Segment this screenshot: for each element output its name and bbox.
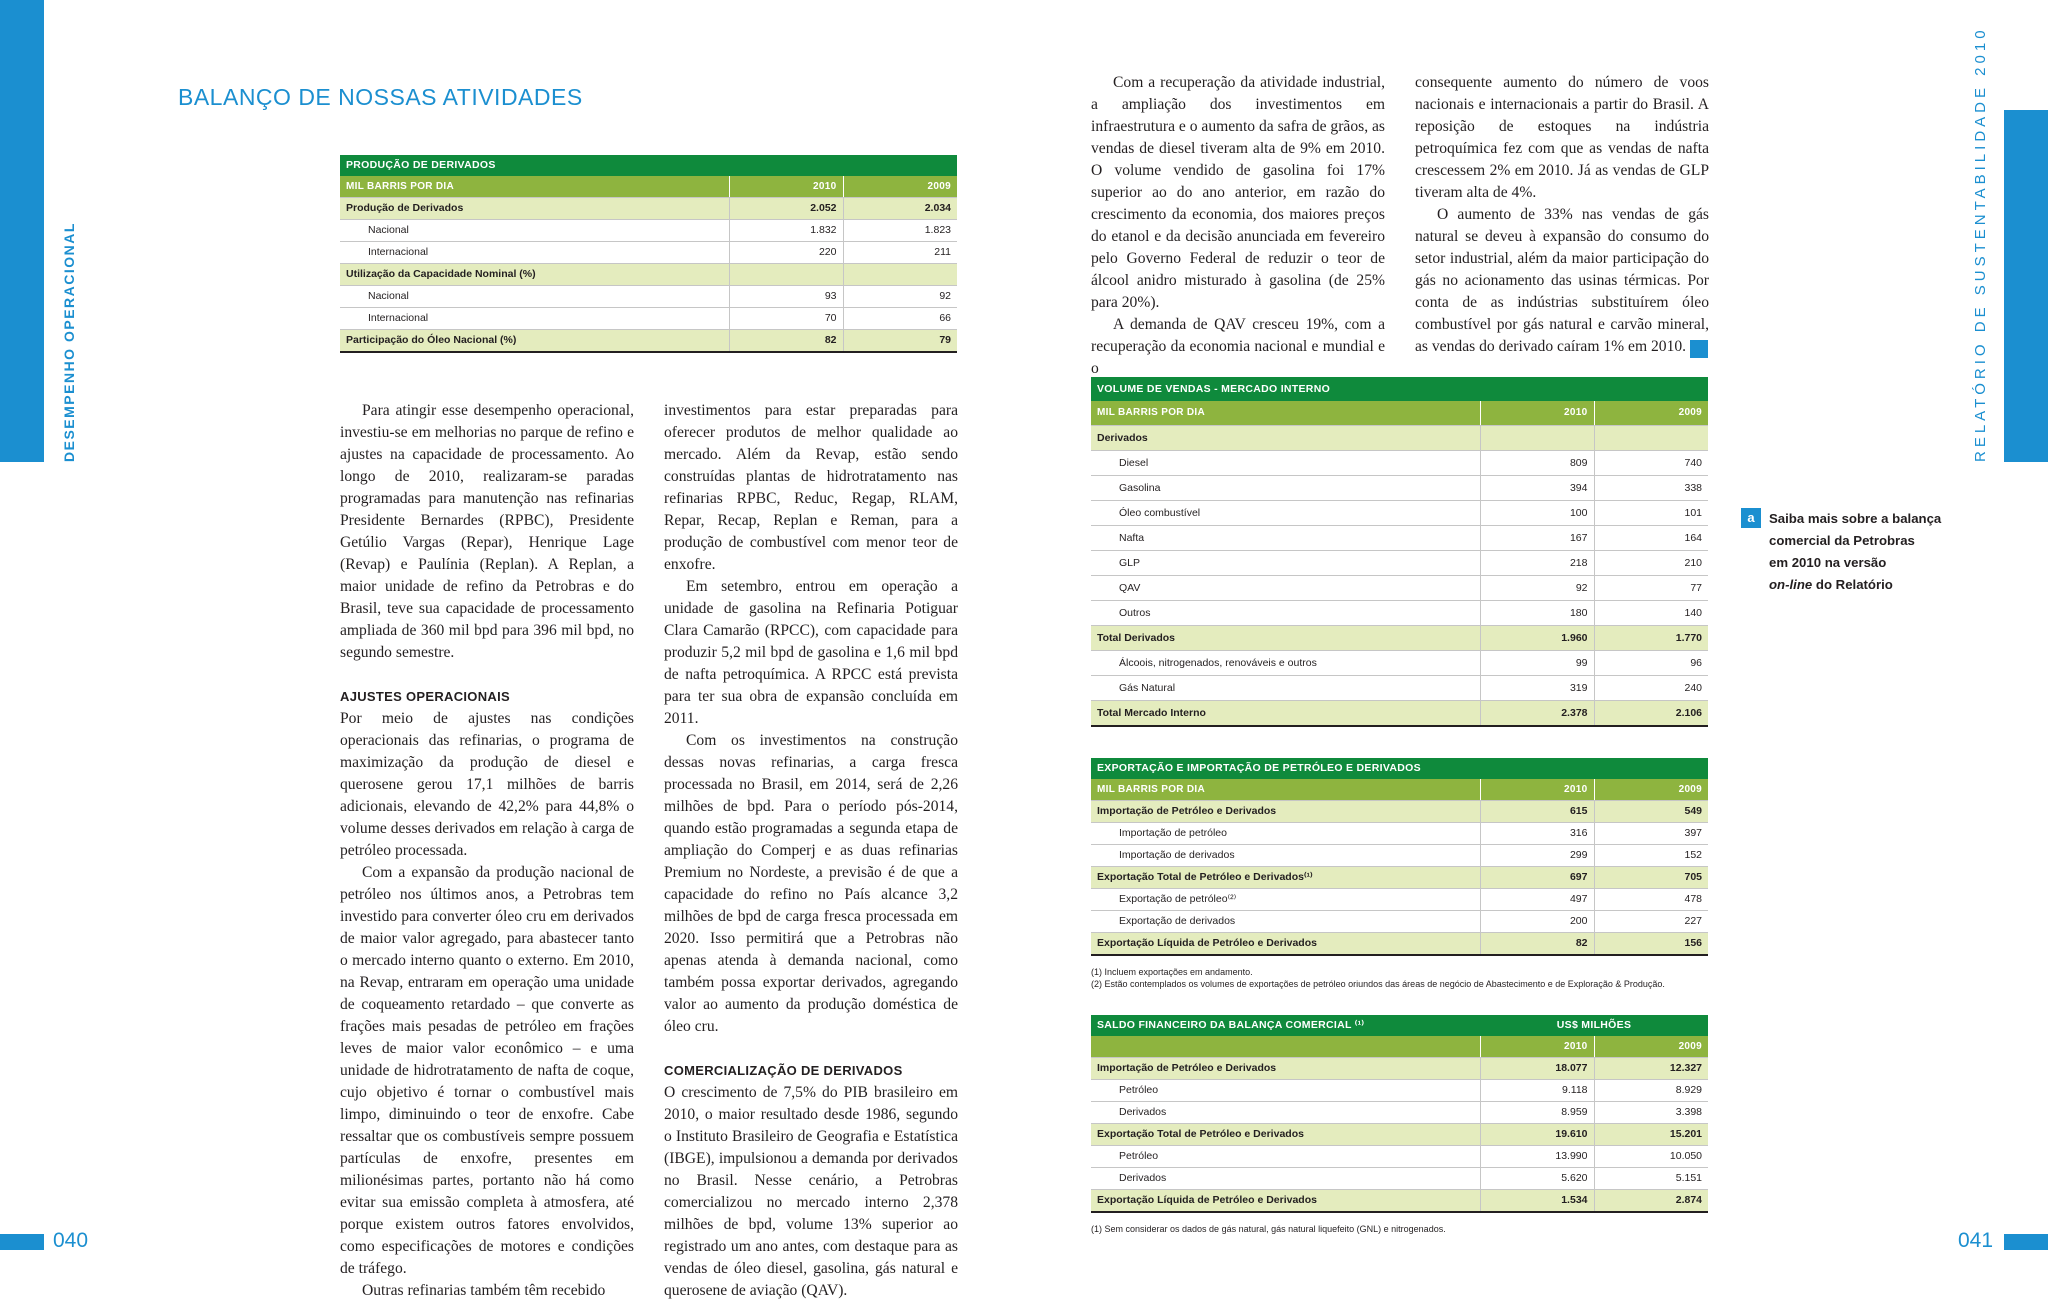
- value-2010: 167: [1480, 526, 1594, 551]
- paragraph: [1415, 204, 1720, 358]
- table-note: (2) Estão contemplados os volumes de exportações de petróleo oriundos das áreas de negócio de Abastecimento e de Exploração & Produção.: [1091, 979, 1665, 989]
- table-row: [1091, 551, 1708, 576]
- value-2009: 549: [1594, 801, 1708, 823]
- table-title-row: [340, 155, 957, 176]
- column-header: 2009: [843, 176, 957, 198]
- table-header-row: [1091, 401, 1708, 426]
- row-label: Derivados: [1091, 1102, 1480, 1124]
- row-label: Petróleo: [1091, 1080, 1480, 1102]
- sidebar-line: Saiba mais sobre a balança: [1769, 511, 1942, 526]
- value-2009: 2.034: [843, 198, 957, 220]
- column-header: [1091, 1036, 1480, 1058]
- table-row: [340, 220, 957, 242]
- value-2009: 79: [843, 330, 957, 353]
- value-2010: 299: [1480, 845, 1594, 867]
- page-number-right: 041: [1958, 1229, 1994, 1252]
- section-vertical-label: DESEMPENHO OPERACIONAL: [61, 222, 77, 462]
- table-row: [1091, 1058, 1708, 1080]
- value-2010: 316: [1480, 823, 1594, 845]
- row-label: Total Mercado Interno: [1091, 701, 1480, 727]
- value-2009: 210: [1594, 551, 1708, 576]
- value-2009: 164: [1594, 526, 1708, 551]
- page-number-left: 040: [53, 1229, 89, 1252]
- row-label: Internacional: [340, 308, 729, 330]
- table-row: [1091, 845, 1708, 867]
- value-2010: 19.610: [1480, 1124, 1594, 1146]
- table-row: [1091, 1080, 1708, 1102]
- table-row: [1091, 426, 1708, 451]
- row-label: Derivados: [1091, 1168, 1480, 1190]
- table-row: [1091, 823, 1708, 845]
- value-2009: 1.770: [1594, 626, 1708, 651]
- value-2010: 70: [729, 308, 843, 330]
- value-2009: 1.823: [843, 220, 957, 242]
- row-label: Petróleo: [1091, 1146, 1480, 1168]
- row-label: Diesel: [1091, 451, 1480, 476]
- table-row: [1091, 801, 1708, 823]
- text-column-1: [340, 400, 634, 1302]
- value-2009: 740: [1594, 451, 1708, 476]
- table-row: [340, 198, 957, 220]
- online-info-icon[interactable]: a: [1741, 508, 1761, 528]
- table-row: [1091, 1168, 1708, 1190]
- paragraph: Em setembro, entrou em operação a unidade de gasolina na Refinaria Potiguar Clara Camarão (RPCC), com capacidade para produzir 5,2 mil bpd de gasolina e 1,6 mil bpd de nafta petroquímica. A RPCC está prevista para ter sua obra de expansão concluída em 2011.: [664, 578, 958, 727]
- left-footer-bar: [0, 1234, 44, 1250]
- row-label: Exportação Total de Petróleo e Derivados: [1091, 1124, 1480, 1146]
- text-column-4: [1415, 72, 1720, 358]
- table-row: [340, 264, 957, 286]
- value-2009: 152: [1594, 845, 1708, 867]
- table-row: [340, 330, 957, 353]
- column-header: 2010: [1480, 1036, 1594, 1058]
- table-header-row: [1091, 1036, 1708, 1058]
- value-2010: 9.118: [1480, 1080, 1594, 1102]
- column-header: 2009: [1594, 1036, 1708, 1058]
- row-label: Outros: [1091, 601, 1480, 626]
- text-column-2: [664, 400, 958, 1302]
- value-2010: 218: [1480, 551, 1594, 576]
- value-2010: 8.959: [1480, 1102, 1594, 1124]
- table-row: [1091, 1102, 1708, 1124]
- paragraph: Com os investimentos na construção dessas novas refinarias, a carga fresca processada no Brasil, em 2014, será de 2,26 milhões de bpd. Para o período pós-2014, quando estão programadas a segunda etapa de ampliação do Comperj e as duas refinarias Premium no Nordeste, a previsão é de que a capacidade do refino no País alcance 3,2 milhões de bpd de carga fresca processada em 2020. Isso permitirá que a Petrobras não apenas atenda à demanda nacional, como também possa exportar derivados, agregando valor ao aumento da produção doméstica de óleo cru.: [664, 732, 958, 1035]
- column-header: MIL BARRIS POR DIA: [340, 176, 729, 198]
- row-label: Participação do Óleo Nacional (%): [340, 330, 729, 353]
- table-row: [1091, 626, 1708, 651]
- row-label: Nacional: [340, 220, 729, 242]
- value-2009: 77: [1594, 576, 1708, 601]
- row-label: Importação de derivados: [1091, 845, 1480, 867]
- value-2010: 1.832: [729, 220, 843, 242]
- table-row: [1091, 1190, 1708, 1213]
- paragraph: Por meio de ajustes nas condições operacionais das refinarias, o programa de maximização da produção de diesel e querosene gerou 17,1 milhões de barris adicionais, elevando de 42,2% para 44,8% o volume desses derivados em relação à carga de petróleo processada.: [340, 710, 634, 859]
- table-row: [1091, 1146, 1708, 1168]
- table-row: [1091, 701, 1708, 727]
- value-2009: 15.201: [1594, 1124, 1708, 1146]
- table-title: SALDO FINANCEIRO DA BALANÇA COMERCIAL ⁽¹⁾: [1091, 1015, 1480, 1036]
- value-2010: 13.990: [1480, 1146, 1594, 1168]
- row-label: Nafta: [1091, 526, 1480, 551]
- row-label: Exportação de petróleo⁽²⁾: [1091, 889, 1480, 911]
- paragraph: A demanda de QAV cresceu 19%, com a recuperação da economia nacional e mundial e o: [1091, 316, 1385, 377]
- column-header: MIL BARRIS POR DIA: [1091, 779, 1480, 801]
- column-header: 2009: [1594, 779, 1708, 801]
- value-2009: 397: [1594, 823, 1708, 845]
- row-label: Exportação Líquida de Petróleo e Derivados: [1091, 1190, 1480, 1213]
- value-2009: 2.874: [1594, 1190, 1708, 1213]
- value-2009: 66: [843, 308, 957, 330]
- paragraph-text: O aumento de 33% nas vendas de gás natural se deveu à expansão do consumo do setor industrial, além da maior participação do gás no acionamento das usinas térmicas. Por conta de as indústrias substituírem óleo combustível por gás natural e carvão mineral, as vendas do derivado caíram 1% em 2010.: [1415, 206, 1709, 355]
- right-accent-bar: [2004, 110, 2048, 462]
- value-2010: 82: [729, 330, 843, 353]
- value-2009: 101: [1594, 501, 1708, 526]
- value-2009: 92: [843, 286, 957, 308]
- value-2010: 697: [1480, 867, 1594, 889]
- column-header: 2010: [1480, 401, 1594, 426]
- table-header-row: [340, 176, 957, 198]
- table-title: EXPORTAÇÃO E IMPORTAÇÃO DE PETRÓLEO E DERIVADOS: [1091, 758, 1708, 779]
- row-label: Internacional: [340, 242, 729, 264]
- paragraph: Para atingir esse desempenho operacional, investiu-se em melhorias no parque de refino e ajustes na capacidade de processamento. Ao longo de 2010, realizaram-se paradas programadas para manutenção nas refinarias Presidente Bernardes (RPBC), Presidente Getúlio Vargas (Repar), Henrique Lage (Revap) e Paulínia (Replan). A Replan, a maior unidade de refino da Petrobras e do Brasil, teve sua capacidade de processamento ampliada de 360 mil bpd para 396 mil bpd, no segundo semestre.: [340, 402, 634, 661]
- value-2010: 2.052: [729, 198, 843, 220]
- value-2010: 319: [1480, 676, 1594, 701]
- table-title-row: [1091, 1015, 1708, 1036]
- table-header-row: [1091, 779, 1708, 801]
- table-producao-derivados: [340, 155, 957, 353]
- value-2010: 615: [1480, 801, 1594, 823]
- table-row: [1091, 576, 1708, 601]
- value-2010: 497: [1480, 889, 1594, 911]
- row-label: Exportação Total de Petróleo e Derivados⁽¹⁾: [1091, 867, 1480, 889]
- table-row: [1091, 476, 1708, 501]
- table-row: [1091, 676, 1708, 701]
- value-2009: 8.929: [1594, 1080, 1708, 1102]
- value-2010: [1480, 426, 1594, 451]
- sidebar-line: comercial da Petrobras: [1769, 533, 1915, 548]
- value-2010: 220: [729, 242, 843, 264]
- table-row: [1091, 501, 1708, 526]
- value-2009: 12.327: [1594, 1058, 1708, 1080]
- table-title: PRODUÇÃO DE DERIVADOS: [340, 155, 957, 176]
- value-2009: 478: [1594, 889, 1708, 911]
- row-label: Álcoois, nitrogenados, renováveis e outros: [1091, 651, 1480, 676]
- value-2010: 394: [1480, 476, 1594, 501]
- table-note: (1) Incluem exportações em andamento.: [1091, 967, 1253, 977]
- table-row: [1091, 867, 1708, 889]
- value-2009: 5.151: [1594, 1168, 1708, 1190]
- column-header: 2009: [1594, 401, 1708, 426]
- table-row: [340, 286, 957, 308]
- table-row: [1091, 1124, 1708, 1146]
- online-word: on-line: [1769, 577, 1813, 592]
- value-2009: 156: [1594, 933, 1708, 956]
- report-vertical-label: RELATÓRIO DE SUSTENTABILIDADE 2010: [1972, 26, 1989, 462]
- value-2010: 82: [1480, 933, 1594, 956]
- value-2009: 338: [1594, 476, 1708, 501]
- row-label: Gás Natural: [1091, 676, 1480, 701]
- table-row: [1091, 889, 1708, 911]
- table-row: [1091, 601, 1708, 626]
- table-row: [1091, 911, 1708, 933]
- value-2009: 705: [1594, 867, 1708, 889]
- value-2009: 96: [1594, 651, 1708, 676]
- table-title: VOLUME DE VENDAS - MERCADO INTERNO: [1091, 377, 1708, 401]
- left-accent-bar: [0, 0, 44, 462]
- paragraph: O crescimento de 7,5% do PIB brasileiro em 2010, o maior resultado desde 1986, segundo o Instituto Brasileiro de Geografia e Estatística (IBGE), impulsionou a demanda por derivados no Brasil. Nesse cenário, a Petrobras comercializou no mercado interno 2,378 milhões de bpd, volume 13% superior ao registrado um ano antes, com destaque para as vendas de óleo diesel, gasolina, gás natural e querosene de aviação (QAV).: [664, 1084, 958, 1299]
- value-2010: 1.960: [1480, 626, 1594, 651]
- column-header: 2010: [729, 176, 843, 198]
- paragraph: Com a expansão da produção nacional de petróleo nos últimos anos, a Petrobras tem investido para converter óleo cru em derivados de maior valor agregado, para abastecer tanto o mercado interno quanto o externo. Em 2010, na Revap, entraram em operação uma unidade de coqueamento retardado – que converte as frações mais pesadas de petróleo em frações leves de maior valor econômico – e uma unidade de hidrotratamento de nafta de coque, cujo objetivo é tornar o combustível mais limpo, diminuindo o teor de enxofre. Cabe ressaltar que os combustíveis sempre possuem partículas de enxofre, presentes em milionésimas partes, portanto não há como evitar sua emissão completa à atmosfera, até porque existem outros fatores envolvidos, como especificações de motores e condições de tráfego.: [340, 864, 634, 1277]
- table-row: [1091, 933, 1708, 956]
- table-row: [1091, 526, 1708, 551]
- sidebar-line: em 2010 na versão: [1769, 555, 1887, 570]
- sidebar-line: on-line do Relatório: [1769, 577, 1893, 592]
- value-2010: 100: [1480, 501, 1594, 526]
- page-title: BALANÇO DE NOSSAS ATIVIDADES: [178, 84, 583, 110]
- value-2009: 10.050: [1594, 1146, 1708, 1168]
- table-row: [340, 242, 957, 264]
- row-label: Óleo combustível: [1091, 501, 1480, 526]
- table-row: [340, 308, 957, 330]
- text-column-3: [1091, 72, 1385, 380]
- table-row: [1091, 651, 1708, 676]
- value-2010: 809: [1480, 451, 1594, 476]
- value-2009: [843, 264, 957, 286]
- value-2009: 240: [1594, 676, 1708, 701]
- table-unit: US$ MILHÕES: [1480, 1015, 1708, 1036]
- table-volume-vendas: [1091, 377, 1708, 727]
- row-label: Importação de Petróleo e Derivados: [1091, 1058, 1480, 1080]
- value-2009: [1594, 426, 1708, 451]
- table-saldo-financeiro: [1091, 1015, 1708, 1235]
- table-title-row: [1091, 377, 1708, 401]
- row-label: QAV: [1091, 576, 1480, 601]
- section-heading: COMERCIALIZAÇÃO DE DERIVADOS: [664, 1063, 903, 1078]
- paragraph: investimentos para estar preparadas para oferecer produtos de melhor qualidade ao mercado. Além da Revap, estão sendo construídas plantas de hidrotratamento nas refinarias RPBC, Reduc, Regap, RLAM, Repar, Recap, Replan e Reman, para a produção de combustível com menor teor de enxofre.: [664, 402, 958, 573]
- online-link-icon[interactable]: a: [1690, 340, 1708, 358]
- value-2009: 227: [1594, 911, 1708, 933]
- value-2010: 1.534: [1480, 1190, 1594, 1213]
- value-2009: 211: [843, 242, 957, 264]
- row-label: Derivados: [1091, 426, 1480, 451]
- value-2010: 180: [1480, 601, 1594, 626]
- row-label: Exportação de derivados: [1091, 911, 1480, 933]
- table-row: [1091, 451, 1708, 476]
- row-label: Utilização da Capacidade Nominal (%): [340, 264, 729, 286]
- value-2010: [729, 264, 843, 286]
- value-2010: 18.077: [1480, 1058, 1594, 1080]
- row-label: Total Derivados: [1091, 626, 1480, 651]
- value-2009: 2.106: [1594, 701, 1708, 727]
- row-label: Produção de Derivados: [340, 198, 729, 220]
- value-2009: 3.398: [1594, 1102, 1708, 1124]
- paragraph: Outras refinarias também têm recebido: [362, 1282, 606, 1299]
- column-header: 2010: [1480, 779, 1594, 801]
- value-2009: 140: [1594, 601, 1708, 626]
- right-footer-bar: [2004, 1234, 2048, 1250]
- value-2010: 200: [1480, 911, 1594, 933]
- table-exportacao-importacao: [1091, 758, 1708, 990]
- table-note: (1) Sem considerar os dados de gás natural, gás natural liquefeito (GNL) e nitrogenados.: [1091, 1224, 1446, 1234]
- row-label: Nacional: [340, 286, 729, 308]
- paragraph: Com a recuperação da atividade industrial, a ampliação dos investimentos em infraestrutura e o aumento da safra de grãos, as vendas de diesel tiveram alta de 9% em 2010. O volume vendido de gasolina foi 17% superior ao do ano anterior, em razão do crescimento da economia, dos maiores preços do etanol e da decisão anunciada em fevereiro pelo Governo Federal de reduzir o teor de álcool anidro misturado à gasolina (de 25% para 20%).: [1091, 74, 1385, 311]
- row-label: Exportação Líquida de Petróleo e Derivados: [1091, 933, 1480, 956]
- value-2010: 5.620: [1480, 1168, 1594, 1190]
- value-2010: 92: [1480, 576, 1594, 601]
- paragraph: consequente aumento do número de voos nacionais e internacionais a partir do Brasil. A reposição de estoques na indústria petroquímica fez com que as vendas de nafta crescessem 2% em 2010. Já as vendas de GLP tiveram alta de 4%.: [1415, 74, 1709, 201]
- value-2010: 2.378: [1480, 701, 1594, 727]
- table-title-row: [1091, 758, 1708, 779]
- row-label: Importação de Petróleo e Derivados: [1091, 801, 1480, 823]
- value-2010: 99: [1480, 651, 1594, 676]
- row-label: Importação de petróleo: [1091, 823, 1480, 845]
- row-label: GLP: [1091, 551, 1480, 576]
- value-2010: 93: [729, 286, 843, 308]
- column-header: MIL BARRIS POR DIA: [1091, 401, 1480, 426]
- section-heading: AJUSTES OPERACIONAIS: [340, 689, 510, 704]
- row-label: Gasolina: [1091, 476, 1480, 501]
- sidebar-note: [1769, 508, 1949, 596]
